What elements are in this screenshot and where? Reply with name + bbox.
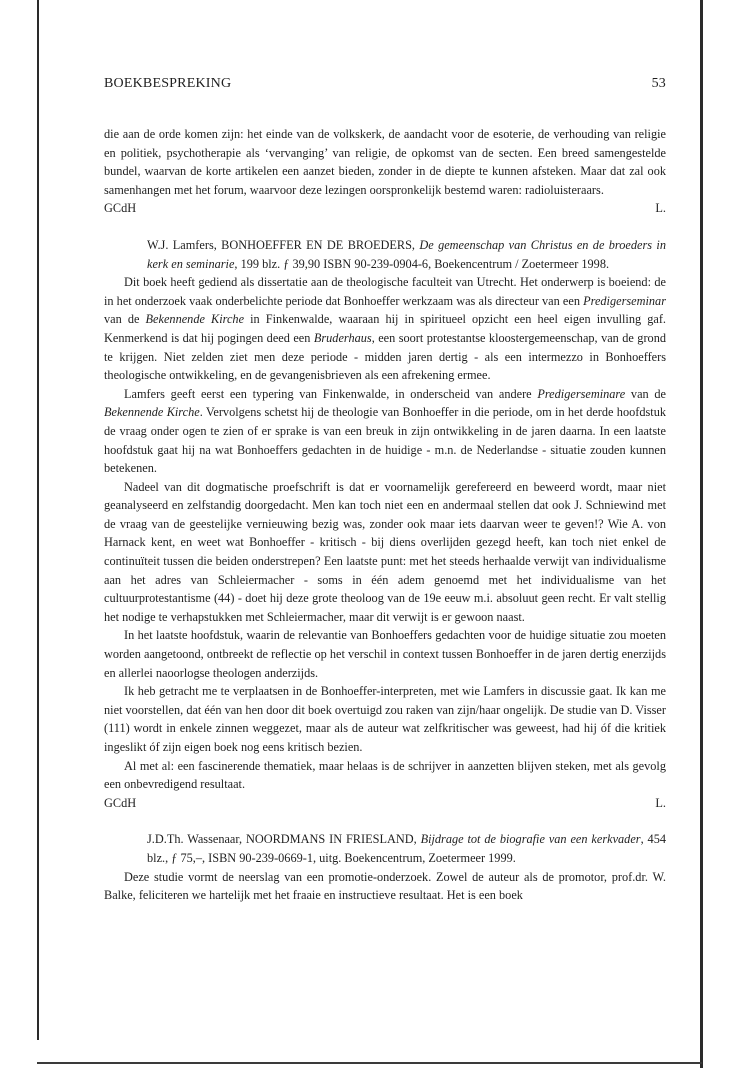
running-header	[104, 76, 666, 98]
review-paragraph: In het laatste hoofdstuk, waarin de relevantie van Bonhoeffers gedachten voor de huidige situatie zou moeten worden aangetoond, ontbreekt de reflectie op het verschil in context tussen Bonhoeffer in de jaren dertig enerzijds en allerlei naoorlogse theologen anderzijds.	[104, 628, 666, 680]
ref-author: W.J. Lamfers, BONHOEFFER EN DE BROEDERS,	[147, 237, 420, 252]
scan-edge-bottom	[37, 1062, 702, 1064]
review-paragraph: Dit boek heeft gediend als dissertatie aan de theologische faculteit van Utrecht. Het onderwerp is boeiend: de in het onderzoek vaak onderbelichte periode dat Bonhoeffer werkzaam was als directeur van een Predigerseminar van de Bekennende Kirche in Finkenwalde, waaraan hij in spiritueel opzicht een heel eigen invulling gaf. Kenmerkend is dat hij pogingen deed een Bruderhaus, een soort protestantse kloostergemeenschap, van de grond te krijgen. Niet zelden ziet men deze periode - midden jaren dertig - als een intermezzo in Bonhoeffers theologische ontwikkeling, en de gevangenisbrieven als een afrekening ermee.	[104, 275, 666, 383]
reviewer-initials: GCdH	[104, 795, 137, 810]
page-body	[104, 125, 666, 905]
reviewer-initials: GCdH	[104, 201, 137, 216]
signature-mark: L.	[655, 201, 666, 216]
signature-mark: L.	[655, 795, 666, 810]
paragraph-continued: die aan de orde komen zijn: het einde van de volkskerk, de aandacht voor de esoterie, de verhouding van religie en politiek, psychotherapie als ‘vervanging’ van religie, de opkomst van de secten. Een breed samengestelde bundel, waarvan de korte artikelen een aanzet bieden, zonder in de diepte te kunnen afsteken. Maar dat zal ook samenhangen met het forum, waarvoor deze lezingen oorspronkelijk bestemd waren: radioluisteraars.	[104, 127, 666, 197]
ref-details: , 454 blz., ƒ 75,–, ISBN 90-239-0669-1, uitg. Boekencentrum, Zoetermeer 1999.	[147, 832, 666, 865]
signature-line	[104, 199, 666, 218]
running-title: BOEKBESPREKING	[104, 76, 232, 91]
review-paragraph: Deze studie vormt de neerslag van een promotie-onderzoek. Zowel de auteur als de promotor, prof.dr. W. Balke, feliciteren we hartelijk met het fraaie en instructieve resultaat. Het is een boek	[104, 869, 666, 903]
ref-title: De gemeenschap van Christus en de broeders in kerk en seminarie	[147, 237, 666, 271]
scan-edge-left	[37, 0, 39, 1040]
signature-line	[104, 794, 666, 813]
scan-edge-right	[700, 0, 703, 1068]
book-reference	[104, 236, 666, 273]
ref-author: J.D.Th. Wassenaar, NOORDMANS IN FRIESLAND,	[147, 832, 421, 847]
ref-title: Bijdrage tot de biografie van een kerkvader	[420, 832, 641, 847]
review-paragraph: Nadeel van dit dogmatische proefschrift is dat er voornamelijk gerefereerd en beweerd wordt, maar niet geanalyseerd en zelfstandig doorgedacht. Men kan toch niet een en andermaal stellen dat ook J. Schniewind met de vraag van de geestelijke vernieuwing bezig was, zonder ook maar iets daarvan weer te geven!? Wie A. von Harnack kent, en weet wat Bonhoeffer - kritisch - bij diens overlijden gezegd heeft, kan toch niet enkel de continuïteit tussen die beiden onderstrepen? Een laatste punt: met het steeds herhaalde verwijt van individualisme aan het adres van Schleiermacher - soms in één adem genoemd met het individualisme van het cultuurprotestantisme (44) - doet hij deze grote theoloog van de 19e eeuw m.i. absoluut geen recht. Er valt stellig het nodige te verhapstukken met Schleiermacher, maar dit verwijt is er gewoon naast.	[104, 479, 666, 624]
book-page	[104, 76, 666, 905]
book-reference	[104, 830, 666, 867]
review-paragraph: Ik heb getracht me te verplaatsen in de Bonhoeffer-interpreten, met wie Lamfers in discussie gaat. Ik kan me niet voorstellen, dat één van hen door dit boek overtuigd zou raken van zijn/haar ongelijk. De studie van D. Visser (111) wordt in enkele zinnen weggezet, maar als de auteur wat zelfkritischer was geweest, had hij óf die kritiek ingeslikt óf zijn eigen boek nog eens kritisch bezien.	[104, 684, 666, 754]
page-number: 53	[651, 76, 666, 91]
review-paragraph: Al met al: een fascinerende thematiek, maar helaas is de schrijver in aanzetten blijven steken, met als gevolg een onbevredigend resultaat.	[104, 758, 666, 792]
ref-details: , 199 blz. ƒ 39,90 ISBN 90-239-0904-6, Boekencentrum / Zoetermeer 1998.	[234, 256, 610, 271]
review-paragraph: Lamfers geeft eerst een typering van Finkenwalde, in onderscheid van andere Predigerseminare van de Bekennende Kirche. Vervolgens schetst hij de theologie van Bonhoeffer in die periode, om in het derde hoofdstuk de vraag onder ogen te zien of er sprake is van een breuk in zijn ontwikkeling in de jaren daarna. In een laatste hoofdstuk gaat hij na wat Bonhoeffers gedachten in de huidige - m.n. de Nederlandse - situatie zouden kunnen betekenen.	[104, 386, 666, 476]
